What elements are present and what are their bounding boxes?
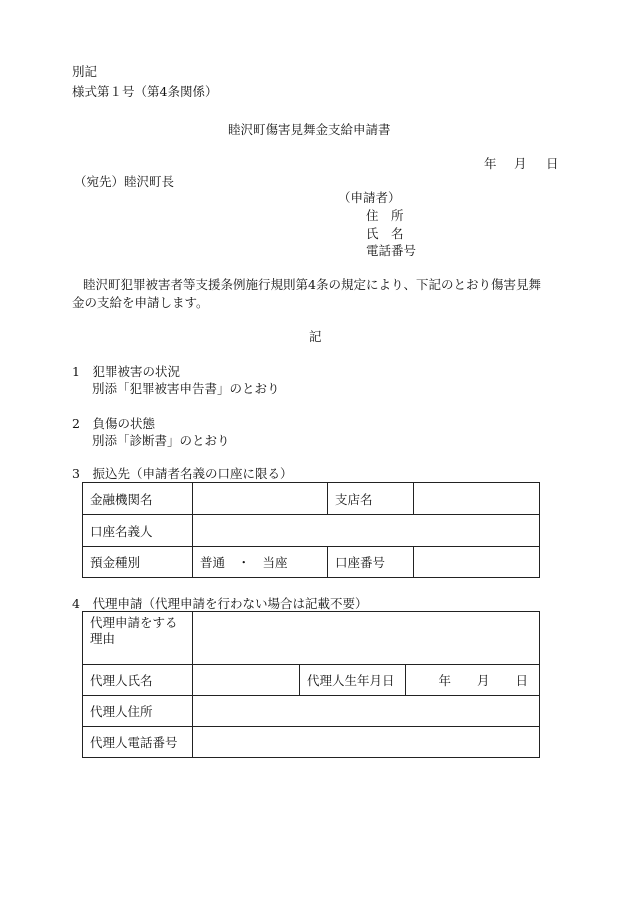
account-number-field[interactable] (414, 547, 540, 578)
date-year: 年 (484, 156, 497, 171)
addressee: （宛先）睦沢町長 (74, 174, 175, 189)
bank-account-table (82, 482, 540, 578)
proxy-birth-month: 月 (476, 673, 490, 688)
section-1-detail: 別添「犯罪被害申告書」のとおり (92, 381, 280, 396)
date-day: 日 (546, 156, 559, 171)
page-title: 睦沢町傷害見舞金支給申請書 (228, 122, 391, 137)
proxy-name-field[interactable] (193, 665, 300, 696)
deposit-type-options[interactable]: 普通 ・ 当座 (193, 547, 328, 578)
proxy-birth-field[interactable] (406, 665, 540, 696)
section-2-heading: 2 負傷の状態 (72, 416, 155, 431)
proxy-phone-field[interactable] (193, 727, 540, 758)
section-1-heading: 1 犯罪被害の状況 (72, 364, 180, 379)
proxy-birth-year: 年 (438, 673, 451, 688)
applicant-phone-label: 電話番号 (366, 243, 417, 258)
body-text-line1: 睦沢町犯罪被害者等支援条例施行規則第4条の規定により、下記のとおり傷害見舞 (83, 277, 541, 292)
account-number-label: 口座番号 (328, 547, 414, 578)
date-month: 月 (514, 156, 527, 171)
section-3-heading: 3 振込先（申請者名義の口座に限る） (72, 466, 293, 481)
applicant-label: （申請者） (338, 190, 401, 205)
account-holder-field[interactable] (193, 515, 540, 547)
appendix-label: 別記 (72, 64, 98, 79)
applicant-address-label: 住 所 (366, 208, 404, 223)
institution-label: 金融機関名 (83, 483, 193, 515)
proxy-birth-label: 代理人生年月日 (300, 665, 406, 696)
applicant-name-label: 氏 名 (366, 226, 404, 241)
section-4-heading: 4 代理申請（代理申請を行わない場合は記載不要） (72, 596, 368, 611)
body-text-line2: 金の支給を申請します。 (72, 295, 209, 310)
proxy-address-label: 代理人住所 (83, 696, 193, 727)
section-2-detail: 別添「診断書」のとおり (92, 433, 230, 448)
ki-heading: 記 (309, 329, 322, 344)
proxy-address-field[interactable] (193, 696, 540, 727)
branch-field[interactable] (414, 483, 540, 515)
proxy-birth-day: 日 (515, 673, 528, 688)
proxy-reason-field[interactable] (193, 612, 540, 665)
deposit-type-label: 預金種別 (83, 547, 193, 578)
institution-field[interactable] (193, 483, 328, 515)
proxy-phone-label: 代理人電話番号 (83, 727, 193, 758)
proxy-reason-label: 代理申請をする理由 (83, 612, 193, 665)
form-number: 様式第１号（第4条関係） (72, 84, 218, 99)
proxy-table (82, 611, 540, 758)
proxy-name-label: 代理人氏名 (83, 665, 193, 696)
account-holder-label: 口座名義人 (83, 515, 193, 547)
branch-label: 支店名 (328, 483, 414, 515)
